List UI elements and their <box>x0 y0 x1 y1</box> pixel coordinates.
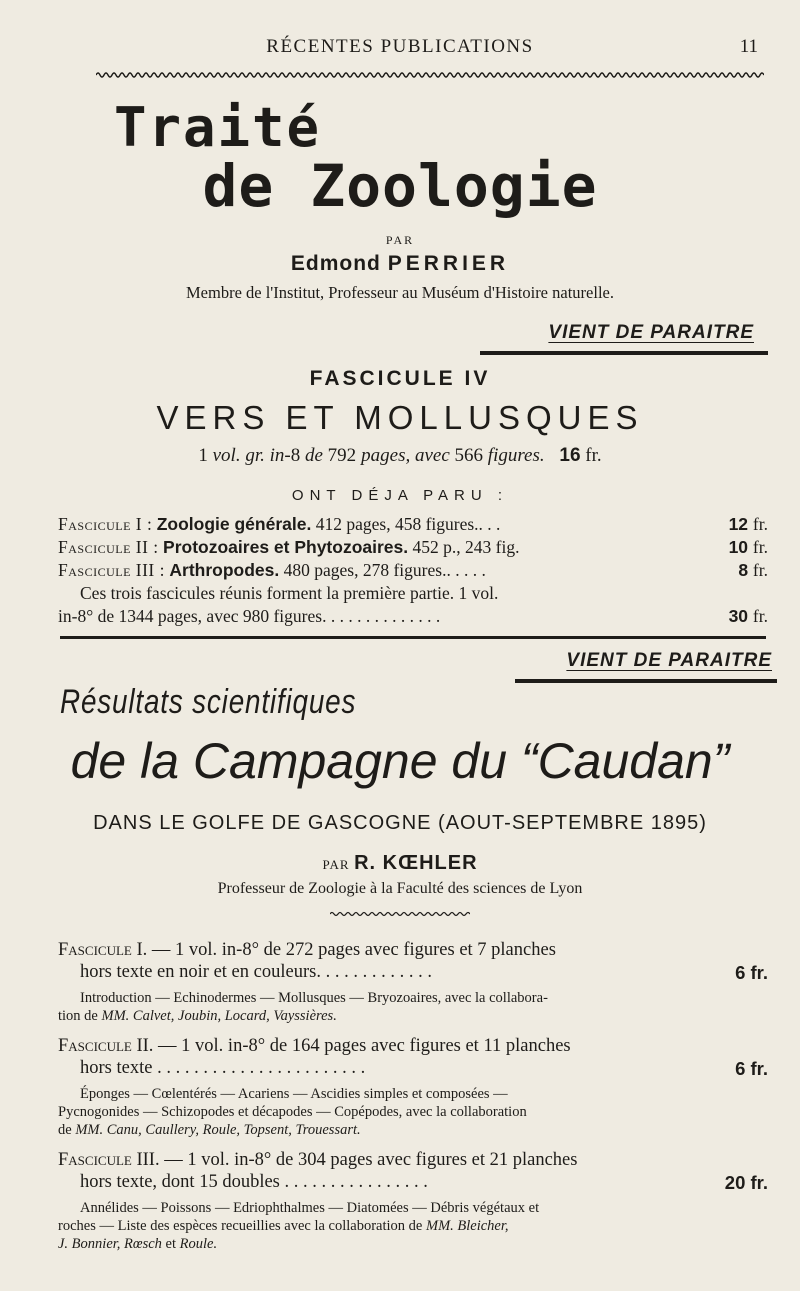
fascicule-label: Fascicule I. <box>58 940 148 960</box>
book2-location: DANS LE GOLFE DE GASCOGNE (AOUT-SEPTEMBRE 1895) <box>93 812 707 834</box>
fascicule-label: Fascicule I : <box>58 514 153 534</box>
book2-fascicule-line1 <box>58 1150 577 1171</box>
dot-leader: . . . <box>478 514 501 534</box>
vol-pages: 792 <box>327 445 357 466</box>
book2-fascicule-line2 <box>58 1058 768 1080</box>
book1-title-line1: Traité <box>114 96 322 159</box>
vol-de: de <box>304 445 323 466</box>
contributors: MM. Bleicher, <box>425 1218 509 1234</box>
fascicule-title: Arthropodes. <box>169 560 280 580</box>
page-number: 11 <box>739 36 758 57</box>
book2-fascicule-contents2 <box>58 1008 337 1025</box>
price-value: 10 <box>728 537 749 557</box>
book1-author <box>0 252 800 276</box>
book1-volume-line <box>0 445 800 467</box>
dot-leader: . . . . . . . . . . . . . <box>316 962 432 982</box>
contributors: J. Bonnier, Rœsch <box>58 1236 162 1252</box>
fascicule-price: 20 fr. <box>724 1172 768 1193</box>
book1-vient-de-paraitre: VIENT DE PARAITRE <box>548 322 754 343</box>
price-currency: fr. <box>752 514 768 534</box>
book2-affiliation: Professeur de Zoologie à la Faculté des sciences de Lyon <box>217 880 583 897</box>
book1-fascicule-label: FASCICULE IV <box>309 367 491 390</box>
book2-fascicule-contents3 <box>58 1236 217 1253</box>
section-divider <box>60 636 766 639</box>
vol-format-label: vol. gr. in- <box>212 445 291 466</box>
vient-rule-2 <box>515 679 777 683</box>
book1-fascicule-row <box>58 537 768 558</box>
book2-fascicule-contents: Annélides — Poissons — Edriophthalmes — Diatomées — Débris végétaux et <box>80 1200 540 1216</box>
fascicule-desc: — 1 vol. in-8° de 164 pages avec figures et 11 planches <box>158 1036 571 1056</box>
dot-leader: . . . . . . . . . . . . . . <box>322 606 441 626</box>
book1-affiliation: Membre de l'Institut, Professeur au Muséum d'Histoire naturelle. <box>186 283 614 302</box>
dot-leader: . . . . . . . . . . . . . . . . . . . . . . . <box>157 1058 366 1078</box>
fascicule-title: Zoologie générale. <box>156 514 312 534</box>
book2-fascicule-contents2: Pycnogonides — Schizopodes et décapodes — Copépodes, avec la collaboration <box>58 1104 527 1120</box>
book1-fascicule-title: VERS ET MOLLUSQUES <box>156 399 644 436</box>
price-value: 30 <box>728 606 749 626</box>
book1-summary-row <box>58 606 768 627</box>
book2-fascicule-line1 <box>58 940 556 961</box>
vol-format: 8 <box>290 445 301 466</box>
fascicule-price <box>712 537 768 558</box>
price-value: 12 <box>728 514 749 534</box>
book1-author-first: Edmond <box>290 252 381 275</box>
fascicule-details: 480 pages, 278 figures. <box>283 560 447 580</box>
fascicule-details: 452 p., 243 fig. <box>412 537 520 557</box>
running-title: RÉCENTES PUBLICATIONS <box>266 36 534 57</box>
book2-author-line <box>0 852 800 875</box>
contents-prefix: roches — Liste des espèces recueillies avec la collaboration de <box>58 1218 423 1234</box>
fascicule-desc: — 1 vol. in-8° de 272 pages avec figures et 7 planches <box>151 940 556 960</box>
fascicule-desc: — 1 vol. in-8° de 304 pages avec figures et 21 planches <box>164 1150 578 1170</box>
book1-ont-deja-paru: ONT DÉJA PARU : <box>291 487 509 504</box>
book2-fascicule-contents3 <box>58 1122 361 1139</box>
book1-par: PAR <box>385 233 415 247</box>
price-value: 8 <box>738 560 749 580</box>
contributors: MM. Calvet, Joubin, Locard, Vayssières. <box>101 1008 337 1024</box>
price-currency: fr. <box>752 606 768 626</box>
vol-price: 16 <box>559 445 581 466</box>
book1-summary-line1: Ces trois fascicules réunis forment la première partie. 1 vol. <box>80 583 499 603</box>
fascicule-price: 6 fr. <box>735 962 768 983</box>
book1-author-last: PERRIER <box>387 252 510 275</box>
vol-figures-label: figures. <box>487 445 545 466</box>
dot-leader: . . . . . . . . . . . . . . . . <box>284 1172 428 1192</box>
book2-fascicule-contents: Éponges — Cœlentérés — Acariens — Ascidies simples et composées — <box>80 1086 508 1102</box>
fascicule-desc2: hors texte, dont 15 doubles <box>80 1172 280 1192</box>
fascicule-desc2: hors texte <box>80 1058 153 1078</box>
price-currency: fr. <box>752 537 768 557</box>
contents-conj: et <box>165 1236 176 1252</box>
vient-rule-1 <box>480 351 768 355</box>
vol-figures: 566 <box>454 445 484 466</box>
book2-fascicule-line1 <box>58 1036 571 1057</box>
book1-fascicule-row <box>58 560 768 581</box>
contents-prefix: de <box>58 1122 72 1138</box>
vol-pages-label: pages, avec <box>361 445 450 466</box>
book2-title-line2: de la Campagne du “Caudan” <box>70 733 730 789</box>
wavy-rule <box>96 70 764 80</box>
wavy-rule-small <box>330 910 470 918</box>
price-currency: fr. <box>752 560 768 580</box>
dot-leader <box>519 537 712 558</box>
fascicule-title: Protozoaires et Phytozoaires. <box>163 537 409 557</box>
fascicule-label: Fascicule II. <box>58 1036 154 1056</box>
fascicule-price <box>712 560 768 581</box>
book1-title-line2: de Zoologie <box>202 152 598 220</box>
summary-line2: in-8° de 1344 pages, avec 980 figures <box>58 606 323 626</box>
book2-fascicule-line2 <box>58 962 768 984</box>
book2-author: R. KŒHLER <box>354 852 478 874</box>
fascicule-label: Fascicule III. <box>58 1150 160 1170</box>
book2-fascicule-contents: Introduction — Echinodermes — Mollusques — Bryozoaires, avec la collabora- <box>80 990 548 1006</box>
summary-price <box>712 606 768 627</box>
book2-fascicule-contents2 <box>58 1218 509 1235</box>
book2-vient-de-paraitre: VIENT DE PARAITRE <box>566 650 772 671</box>
book2-title-line1: Résultats scientifiques <box>60 683 357 721</box>
contributors: MM. Canu, Caullery, Roule, Topsent, Trouessart. <box>75 1122 361 1138</box>
fascicule-price: 6 fr. <box>735 1058 768 1079</box>
fascicule-label: Fascicule II : <box>58 537 159 557</box>
book2-fascicule-line2 <box>58 1172 768 1194</box>
dot-leader: . . . . . <box>446 560 486 580</box>
book1-fascicule-row <box>58 514 768 535</box>
vol-count: 1 <box>198 445 208 466</box>
book2-par: PAR <box>322 857 350 872</box>
fascicule-price <box>712 514 768 535</box>
contributors-end: Roule. <box>179 1236 218 1252</box>
fascicule-desc2: hors texte en noir et en couleurs <box>80 962 317 982</box>
vol-currency: fr. <box>585 445 602 466</box>
contents-prefix: tion de <box>58 1008 98 1024</box>
fascicule-label: Fascicule III : <box>58 560 165 580</box>
fascicule-details: 412 pages, 458 figures. <box>315 514 479 534</box>
